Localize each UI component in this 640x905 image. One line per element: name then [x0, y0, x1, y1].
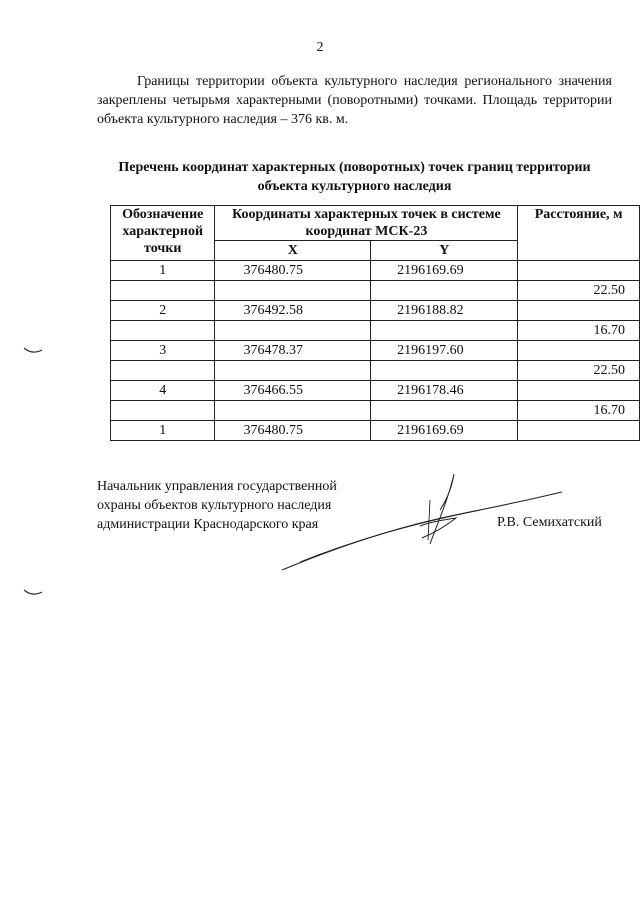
x-cell: 376478.37 [215, 341, 371, 361]
y-cell: 2196178.46 [371, 381, 518, 401]
y-cell [371, 281, 518, 301]
margin-mark [22, 588, 46, 600]
point-cell [111, 401, 215, 421]
table-row [111, 301, 640, 321]
distance-cell [518, 381, 640, 401]
x-cell: 376480.75 [215, 421, 371, 441]
header-point: Обозначение характерной точки [111, 206, 215, 261]
signer-title-line3: администрации Краснодарского края [97, 517, 319, 532]
y-cell: 2196188.82 [371, 301, 518, 321]
distance-cell: 22.50 [518, 361, 640, 381]
table-row [111, 401, 640, 421]
table-row [111, 281, 640, 301]
table-row [111, 341, 640, 361]
table-body [111, 261, 640, 441]
distance-cell: 22.50 [518, 281, 640, 301]
coordinates-table [110, 205, 640, 441]
page-number: 2 [316, 40, 324, 55]
x-cell [215, 361, 371, 381]
table-row [111, 321, 640, 341]
header-x: X [215, 241, 371, 261]
distance-cell [518, 301, 640, 321]
signer-title-line1: Начальник управления государственной [97, 479, 337, 494]
y-cell: 2196197.60 [371, 341, 518, 361]
x-cell: 376466.55 [215, 381, 371, 401]
table-header-row [111, 206, 640, 241]
y-cell [371, 321, 518, 341]
margin-mark [22, 346, 46, 358]
y-cell [371, 361, 518, 381]
signer-title-line2: охраны объектов культурного наследия [97, 498, 332, 513]
header-coords: Координаты характерных точек в системе координат МСК-23 [215, 206, 518, 241]
distance-cell [518, 261, 640, 281]
point-cell: 1 [111, 421, 215, 441]
table-row [111, 361, 640, 381]
header-y: Y [371, 241, 518, 261]
x-cell [215, 321, 371, 341]
distance-cell [518, 341, 640, 361]
table-row [111, 421, 640, 441]
x-cell [215, 281, 371, 301]
x-cell: 376492.58 [215, 301, 371, 321]
y-cell: 2196169.69 [371, 421, 518, 441]
signer-name: Р.В. Семихатский [497, 515, 602, 530]
point-cell: 1 [111, 261, 215, 281]
distance-cell: 16.70 [518, 321, 640, 341]
point-cell: 3 [111, 341, 215, 361]
distance-cell [518, 421, 640, 441]
x-cell [215, 401, 371, 421]
header-distance: Расстояние, м [518, 206, 640, 261]
table-title: Перечень координат характерных (поворотных) точек границ территории объекта культурного наследия [118, 160, 591, 194]
x-cell: 376480.75 [215, 261, 371, 281]
table-row [111, 381, 640, 401]
point-cell: 4 [111, 381, 215, 401]
point-cell: 2 [111, 301, 215, 321]
point-cell [111, 321, 215, 341]
y-cell [371, 401, 518, 421]
intro-paragraph: Границы территории объекта культурного наследия регионального значения закреплены четырьмя характерными (поворотными) точками. Площадь территории объекта культурного наследия – 376 кв. м. [97, 74, 612, 127]
point-cell [111, 361, 215, 381]
point-cell [111, 281, 215, 301]
y-cell: 2196169.69 [371, 261, 518, 281]
distance-cell: 16.70 [518, 401, 640, 421]
table-row [111, 261, 640, 281]
